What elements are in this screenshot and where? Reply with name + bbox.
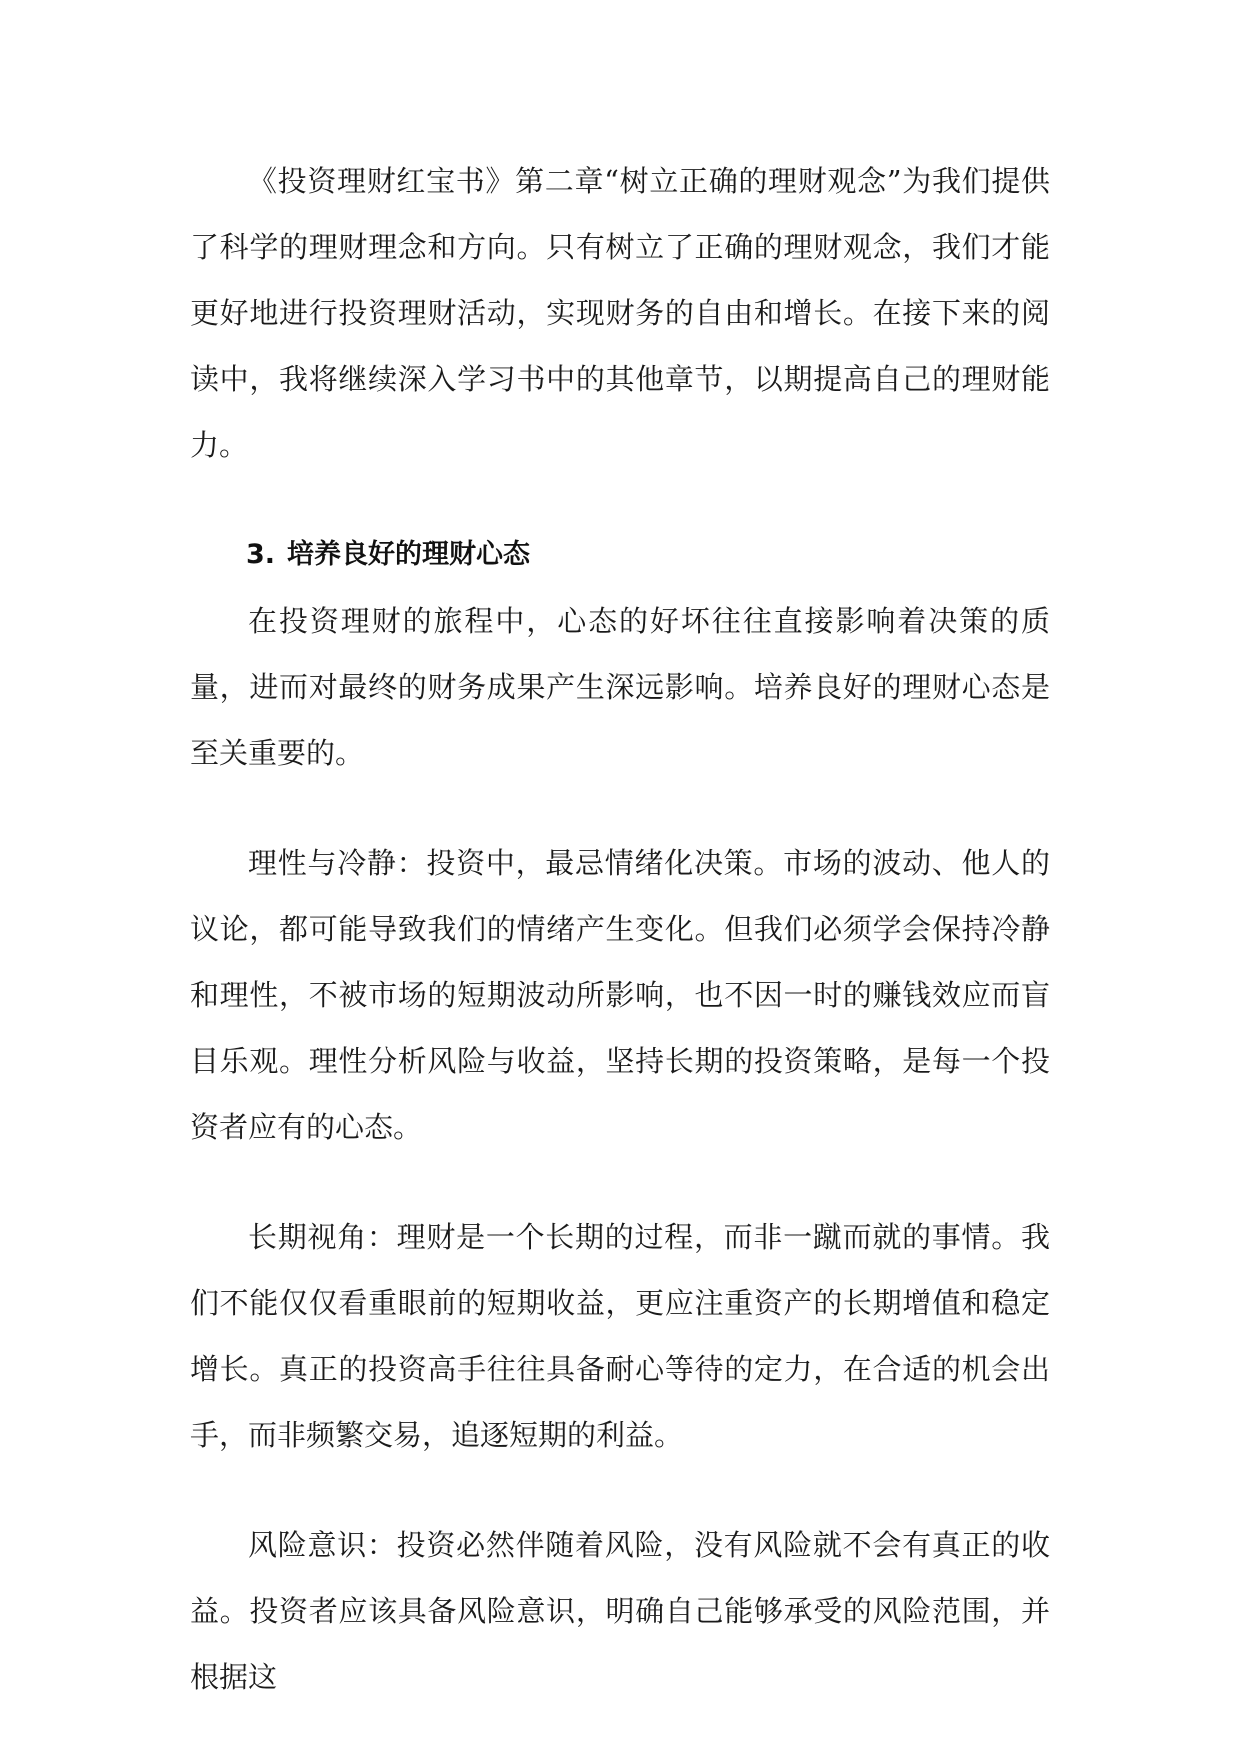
section-number: 3. xyxy=(246,539,276,570)
paragraph-intro-summary: 《投资理财红宝书》第二章“树立正确的理财观念”为我们提供了科学的理财理念和方向。只有树立了正确的理财观念，我们才能更好地进行投资理财活动，实现财务的自由和增长。在接下来的阅读中，我将继续深入学习书中的其他章节，以期提高自己的理财能力。 xyxy=(190,164,1050,462)
paragraph-mindset-intro: 在投资理财的旅程中，心态的好坏往往直接影响着决策的质量，进而对最终的财务成果产生深远影响。培养良好的理财心态是至关重要的。 xyxy=(190,604,1050,770)
paragraph-risk-awareness: 风险意识：投资必然伴随着风险，没有风险就不会有真正的收益。投资者应该具备风险意识，明确自己能够承受的风险范围，并根据这 xyxy=(190,1528,1050,1694)
section-title: 培养良好的理财心态 xyxy=(287,539,531,570)
section-heading xyxy=(190,522,1050,588)
document-body xyxy=(190,148,1050,1710)
paragraph-long-term-view: 长期视角：理财是一个长期的过程，而非一蹴而就的事情。我们不能仅仅看重眼前的短期收益，更应注重资产的长期增值和稳定增长。真正的投资高手往往具备耐心等待的定力，在合适的机会出手，而非频繁交易，追逐短期的利益。 xyxy=(190,1220,1050,1452)
paragraph-rational-calm: 理性与冷静：投资中，最忌情绪化决策。市场的波动、他人的议论，都可能导致我们的情绪产生变化。但我们必须学会保持冷静和理性，不被市场的短期波动所影响，也不因一时的赚钱效应而盲目乐观。理性分析风险与收益，坚持长期的投资策略，是每一个投资者应有的心态。 xyxy=(190,846,1050,1144)
